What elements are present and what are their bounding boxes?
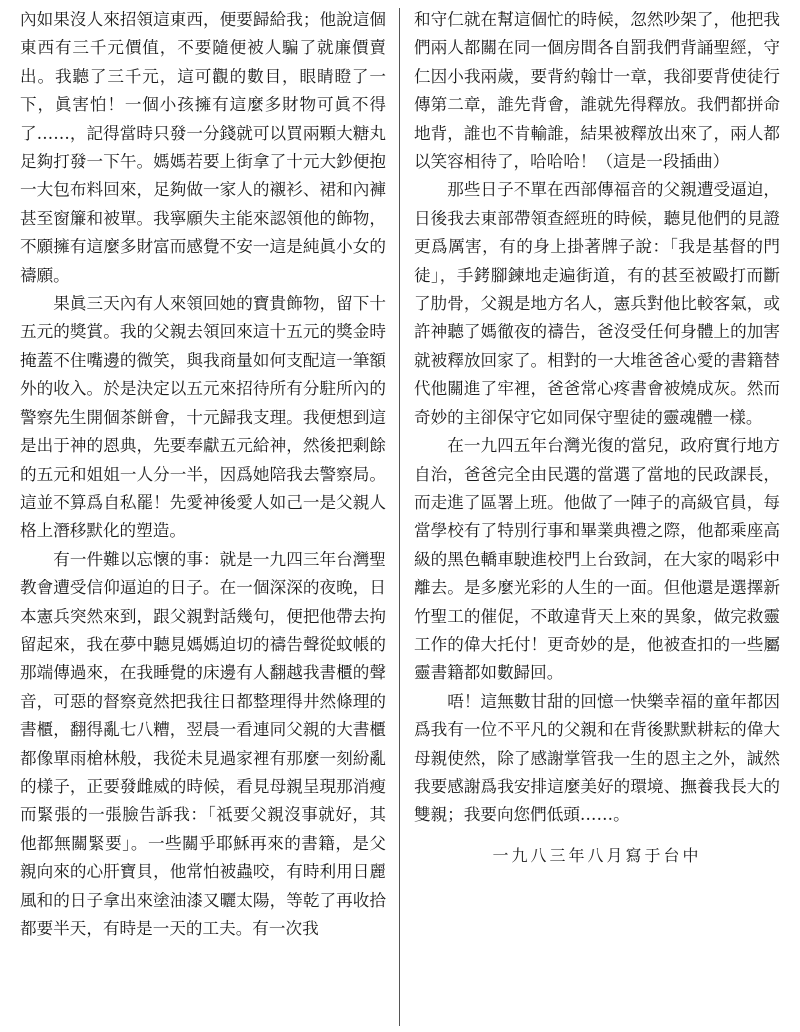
paragraph: 有一件難以忘懷的事：就是一九四三年台灣聖教會遭受信仰逼迫的日子。在一個深深的夜晚，日本憲兵突然來到，跟父親對話幾句，便把他帶去拘留起來，我在夢中聽見媽媽迫切的禱告聲從蚊帳的那端傳過來，在我睡覺的床邊有人翻越我書櫃的聲音，可惡的督察竟然把我往日都整理得井然條理的書櫃，翻得亂七八糟，翌晨一看連同父親的大書櫃都像單雨槍林般，我從未見過家裡有那麼一刻紛亂的樣子，正要發雌威的時候，看見母親呈現那消瘦而緊張的一張臉告訴我：「祗要父親沒事就好，其他都無關緊要」。一些關乎耶穌再來的書籍，是父親向來的心肝寶貝，他常怕被蟲咬，有時利用日麗風和的日子拿出來塗油漆又曬太陽，等乾了再收拾都要半天，有時是一天的工夫。有一次我 [20,549,386,938]
column-divider [399,8,400,1026]
paragraph: 內如果沒人來招領這東西，便要歸給我；他說這個東西有三千元價值，不要隨便被人騙了就廉價賣出。我聽了三千元，這可觀的數目，眼睛瞪了一下，眞害怕！一個小孩擁有這麼多財物可眞不得了……，記得當時只發一分錢就可以買兩顆大糖丸足夠打發一下午。媽媽若要上街拿了十元大鈔便抱一大包布料回來，足夠做一家人的襯衫、裙和內褲甚至窗簾和被單。我寧願失主能來認領他的飾物，不願擁有這麼多財富而感覺不安一這是純眞小女的禱願。 [20,10,386,285]
paragraph: 在一九四五年台灣光復的當兒，政府實行地方自治，爸爸完全由民選的當選了當地的民政課長，而走進了區署上班。他做了一陣子的高級官員，每當學校有了特別行事和畢業典禮之際，他都乘座高級的黑色轎車駛進校門上台致詞，在大家的喝彩中離去。是多麼光彩的人生的一面。但他還是選擇新竹聖工的催促，不敢違背天上來的異象，做完救靈工作的偉大托付！更奇妙的是，他被查扣的一些屬靈書籍都如數歸回。 [414,436,780,683]
paragraph: 果眞三天內有人來領回她的寶貴飾物，留下十五元的獎賞。我的父親去領回來這十五元的獎金時掩蓋不住嘴邊的微笑，與我商量如何支配這一筆額外的收入。於是決定以五元來招待所有分駐所內的警察先生開個茶餅會，十元歸我支理。我便想到這是出于神的恩典，先要奉獻五元給神，然後把剩餘的五元和姐姐一人分一半，因爲她陪我去警察局。這並不算爲自私罷！先愛神後愛人如己一是父親人格上潛移默化的塑造。 [20,294,386,541]
paragraph: 那些日子不單在西部傳福音的父親遭受逼迫，日後我去東部帶領查經班的時候，聽見他們的見證更爲厲害，有的身上掛著牌子說：「我是基督的門徒」，手銬腳鍊地走遍街道，有的甚至被毆打而斷了肋骨，父親是地方名人，憲兵對他比較客氣，或許神聽了媽徹夜的禱告，爸沒受任何身體上的加害就被釋放回家了。相對的一大堆爸爸心愛的書籍替代他關進了牢裡，爸爸常心疼書會被燒成灰。然而奇妙的主卻保守它如同保守聖徒的靈魂體一樣。 [414,180,780,427]
date-signature: 一九八三年八月寫于台中 [492,845,702,865]
left-column [20,6,386,943]
paragraph: 和守仁就在幫這個忙的時候，忽然吵架了，他把我們兩人都關在同一個房間各自罰我們背誦聖經，守仁因小我兩歲，要背約翰廿一章，我卻要背使徒行傳第二章，誰先背會，誰就先得釋放。我們都拼命地背，誰也不肯輸誰，結果被釋放出來了，兩人都以笑容相待了，哈哈哈！（這是一段插曲） [414,10,780,172]
paragraph: 唔！這無數甘甜的回憶一快樂幸福的童年都因爲我有一位不平凡的父親和在背後默默耕耘的偉大母親使然，除了感謝掌管我一生的恩主之外，誠然我要感謝爲我安排這麼美好的環境、撫養我長大的雙親；我要向您們低頭……。 [414,691,780,825]
right-column [414,6,780,886]
